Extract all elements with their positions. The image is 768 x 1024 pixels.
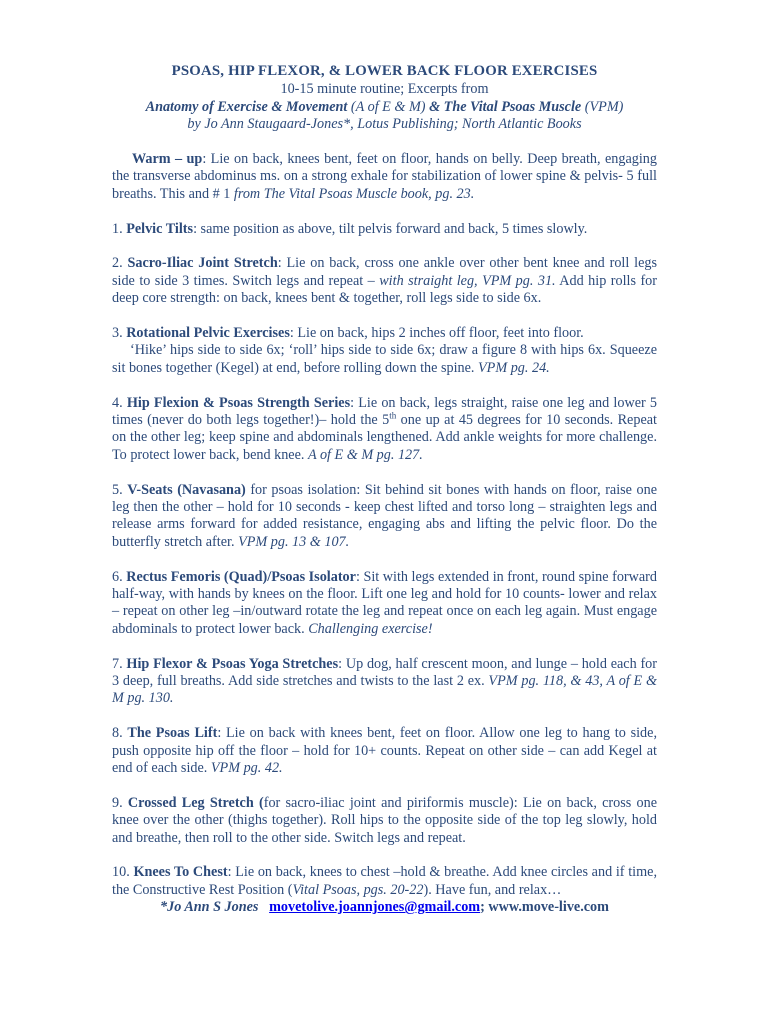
exercise-4: 4. Hip Flexion & Psoas Strength Series: Lie on back, legs straight, raise one leg and lower 5 times (never do both legs together!)– hold the 5th one up at 45 degrees for 10 seconds. Repeat on the other leg; keep spine and abdominals lengthened. Add ankle weights for more challenge. To protect lower back, bend knee. A of E & M pg. 127. [112, 394, 658, 463]
book-sources: Anatomy of Exercise & Movement (A of E & M) & The Vital Psoas Muscle (VPM) [145, 98, 624, 115]
exercise-1: 1. Pelvic Tilts: same position as above, tilt pelvis forward and back, 5 times slowly. [112, 220, 588, 237]
document-page [112, 62, 657, 917]
exercise-3: 3. Rotational Pelvic Exercises: Lie on back, hips 2 inches off floor, feet into floor. ‘Hike’ hips side to side 6x; ‘roll’ hips side to side 6x; draw a figure 8 with hips 6x. Squeeze sit bones together (Kegel) at end, before rolling down the spine. VPM pg. 24. [112, 324, 657, 376]
email-link[interactable]: movetolive.joannjones@gmail.com [269, 899, 481, 916]
exercise-9: 9. Crossed Leg Stretch (for sacro-iliac joint and piriformis muscle): Lie on back, cross one knee over the other (thighs together). Roll hips to the opposite side of the top leg slowly, hold and breathe, then roll to the other side. Switch legs and repeat. [112, 794, 658, 846]
exercise-10: 10. Knees To Chest: Lie on back, knees to chest –hold & breathe. Add knee circles and if time, the Constructive Rest Position (Vital Psoas, pgs. 20-22). Have fun, and relax… [112, 864, 658, 898]
byline: by Jo Ann Staugaard-Jones*, Lotus Publishing; North Atlantic Books [187, 116, 582, 132]
exercise-8: 8. The Psoas Lift: Lie on back with knees bent, feet on floor. Allow one leg to hang to side, push opposite hip off the floor – hold for 10+ counts. Repeat on other side – can add Kegel at end of each side. VPM pg. 42. [112, 725, 657, 776]
exercise-5: 5. V-Seats (Navasana) for psoas isolation: Sit behind sit bones with hands on floor, raise one leg then the other – hold for 10 seconds - keep chest lifted and torso long – straighten legs and release arms forward for added resistance, engaging abs and lifting the pelvic floor. Do the butterfly stretch after. VPM pg. 13 & 107. [112, 481, 658, 550]
exercise-6: 6. Rectus Femoris (Quad)/Psoas Isolator: Sit with legs extended in front, round spine forward half-way, with hands by knees on the floor. Lift one leg and hold for 10 counts- lower and relax – repeat on other leg –in/outward rotate the leg and repeat once on each leg again. Must engage abdominals to protect lower back. Challenging exercise! [112, 568, 657, 637]
document-title: PSOAS, HIP FLEXOR, & LOWER BACK FLOOR EXERCISES [171, 63, 598, 79]
exercise-2: 2. Sacro-Iliac Joint Stretch: Lie on back, cross one ankle over other bent knee and roll legs side to side 3 times. Switch legs and repeat – with straight leg, VPM pg. 31. Add hip rolls for deep core strength: on back, knees bent & together, roll legs side to side 6x. [112, 255, 657, 307]
website-text: www.move-live.com [488, 899, 609, 916]
document-subtitle: 10-15 minute routine; Excerpts from [280, 81, 489, 97]
warmup-paragraph: Warm – up: Lie on back, knees bent, feet on floor, hands on belly. Deep breath, engaging the transverse abdominus ms. on a strong exhale for stabilization of lower spine & pelvis- 5 full breaths. This and # 1 from The Vital Psoas Muscle book, pg. 23. [112, 150, 657, 202]
footer-author: *Jo Ann S Jones [160, 899, 259, 916]
exercise-7: 7. Hip Flexor & Psoas Yoga Stretches: Up dog, half crescent moon, and lunge – hold each for 3 deep, full breaths. Add side stretches and twists to the last 2 ex. VPM pg. 118, & 43, A of E & M pg. 130. [112, 655, 657, 707]
footer-contact: *Jo Ann S Jones movetolive.joannjones@gmail.com; www.move-live.com [160, 899, 609, 916]
warmup-label: Warm – up [132, 150, 203, 167]
